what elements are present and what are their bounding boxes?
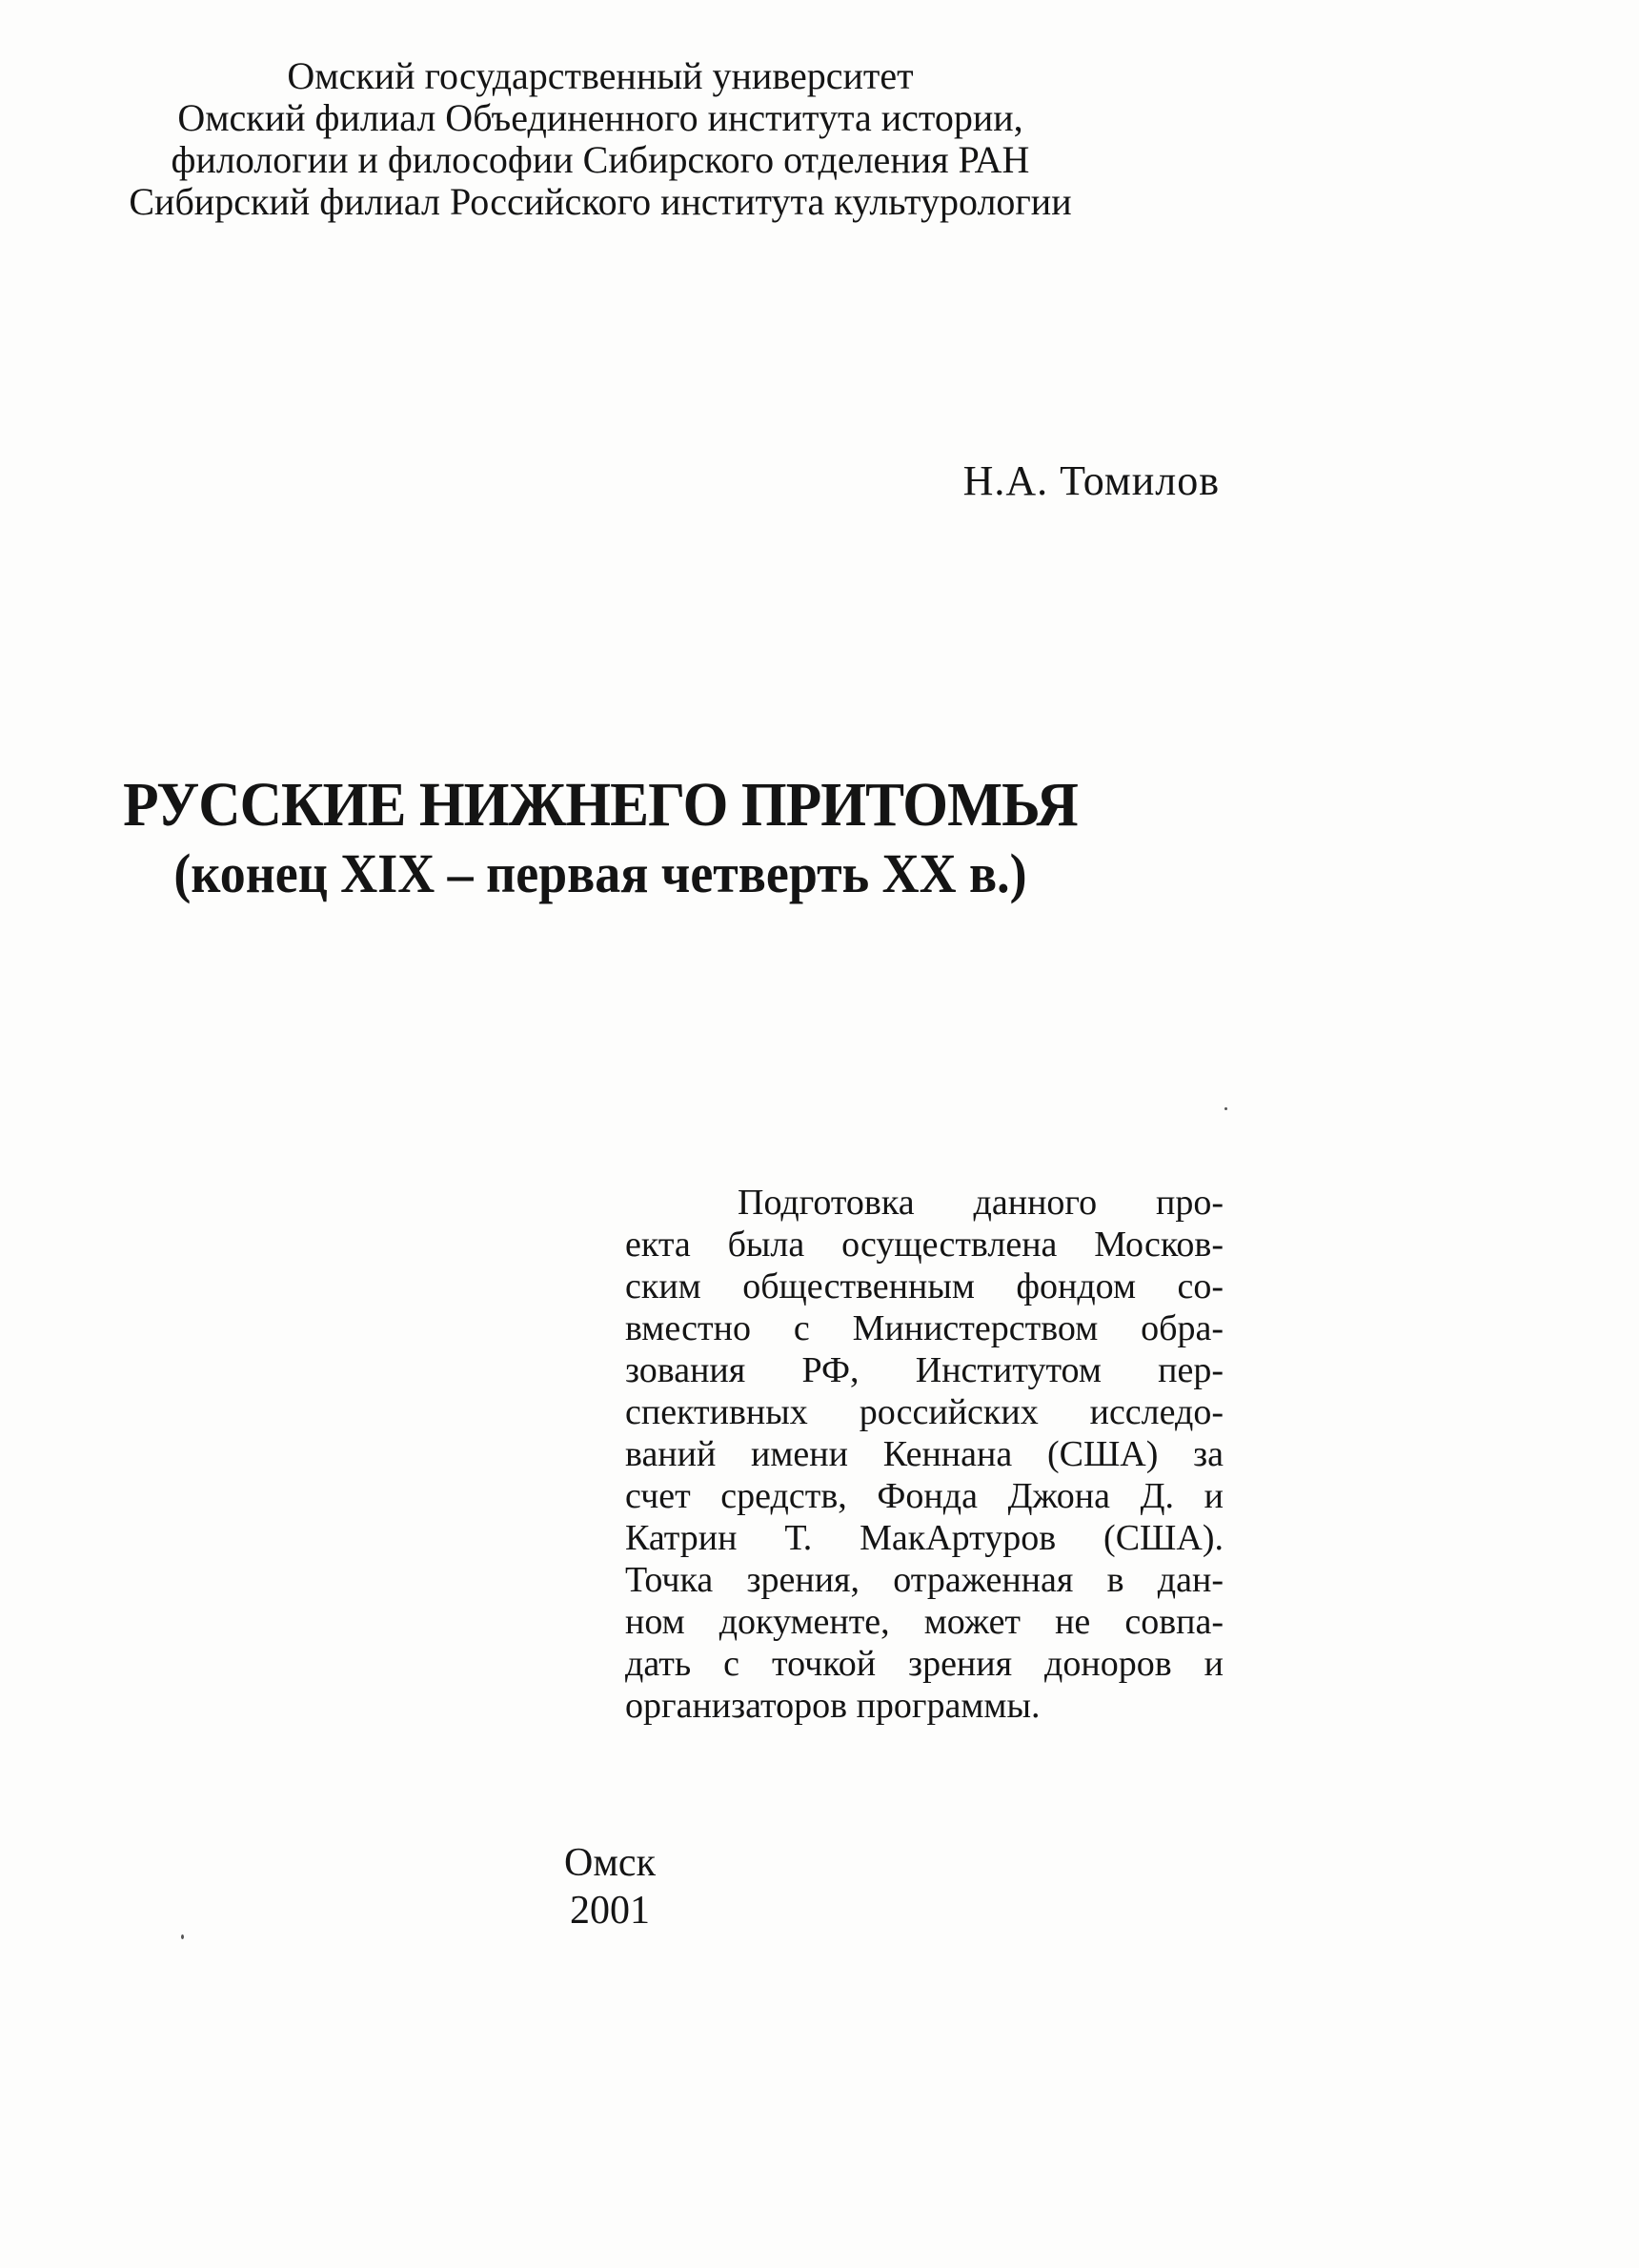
institutions-header — [57, 55, 1143, 223]
imprint-year: 2001 — [570, 1889, 650, 1933]
note-line: спективных российских исследо- — [625, 1392, 1224, 1432]
note-line: Подготовка данного про- — [738, 1183, 1224, 1223]
note-line: ваний имени Кеннана (США) за — [625, 1434, 1224, 1474]
title-main: РУССКИЕ НИЖНЕГО ПРИТОМЬЯ — [123, 770, 1078, 840]
institution-line: Сибирский филиал Российского института культурологии — [129, 180, 1072, 223]
institution-line: Омский государственный университет — [287, 54, 914, 97]
note-line: организаторов программы. — [625, 1686, 1041, 1726]
note-line: Точка зрения, отраженная в дан- — [625, 1560, 1224, 1600]
note-line: счет средств, Фонда Джона Д. и — [625, 1476, 1224, 1516]
author-name: Н.А. Томилов — [962, 457, 1220, 504]
note-line: дать с точкой зрения доноров и — [625, 1644, 1224, 1684]
book-title — [29, 772, 1172, 905]
note-line: вместно с Министерством обра- — [625, 1308, 1224, 1348]
funding-note — [625, 1182, 1224, 1727]
note-line: ном документе, может не совпа- — [625, 1602, 1224, 1642]
title-subtitle: (конец XIX – первая четверть XX в.) — [173, 842, 1027, 904]
note-line: Катрин Т. МакАртуров (США). — [625, 1518, 1224, 1558]
scan-speck — [181, 1934, 184, 1939]
imprint — [515, 1839, 705, 1934]
institution-line: филологии и философии Сибирского отделения РАН — [171, 138, 1030, 181]
note-line: ским общественным фондом со- — [625, 1266, 1224, 1306]
institution-line: Омский филиал Объединенного института истории, — [177, 96, 1023, 139]
note-line: зования РФ, Институтом пер- — [625, 1350, 1224, 1390]
imprint-city: Омск — [564, 1841, 656, 1885]
note-line: екта была осуществлена Москов- — [625, 1225, 1224, 1265]
scan-speck — [1224, 1107, 1227, 1110]
